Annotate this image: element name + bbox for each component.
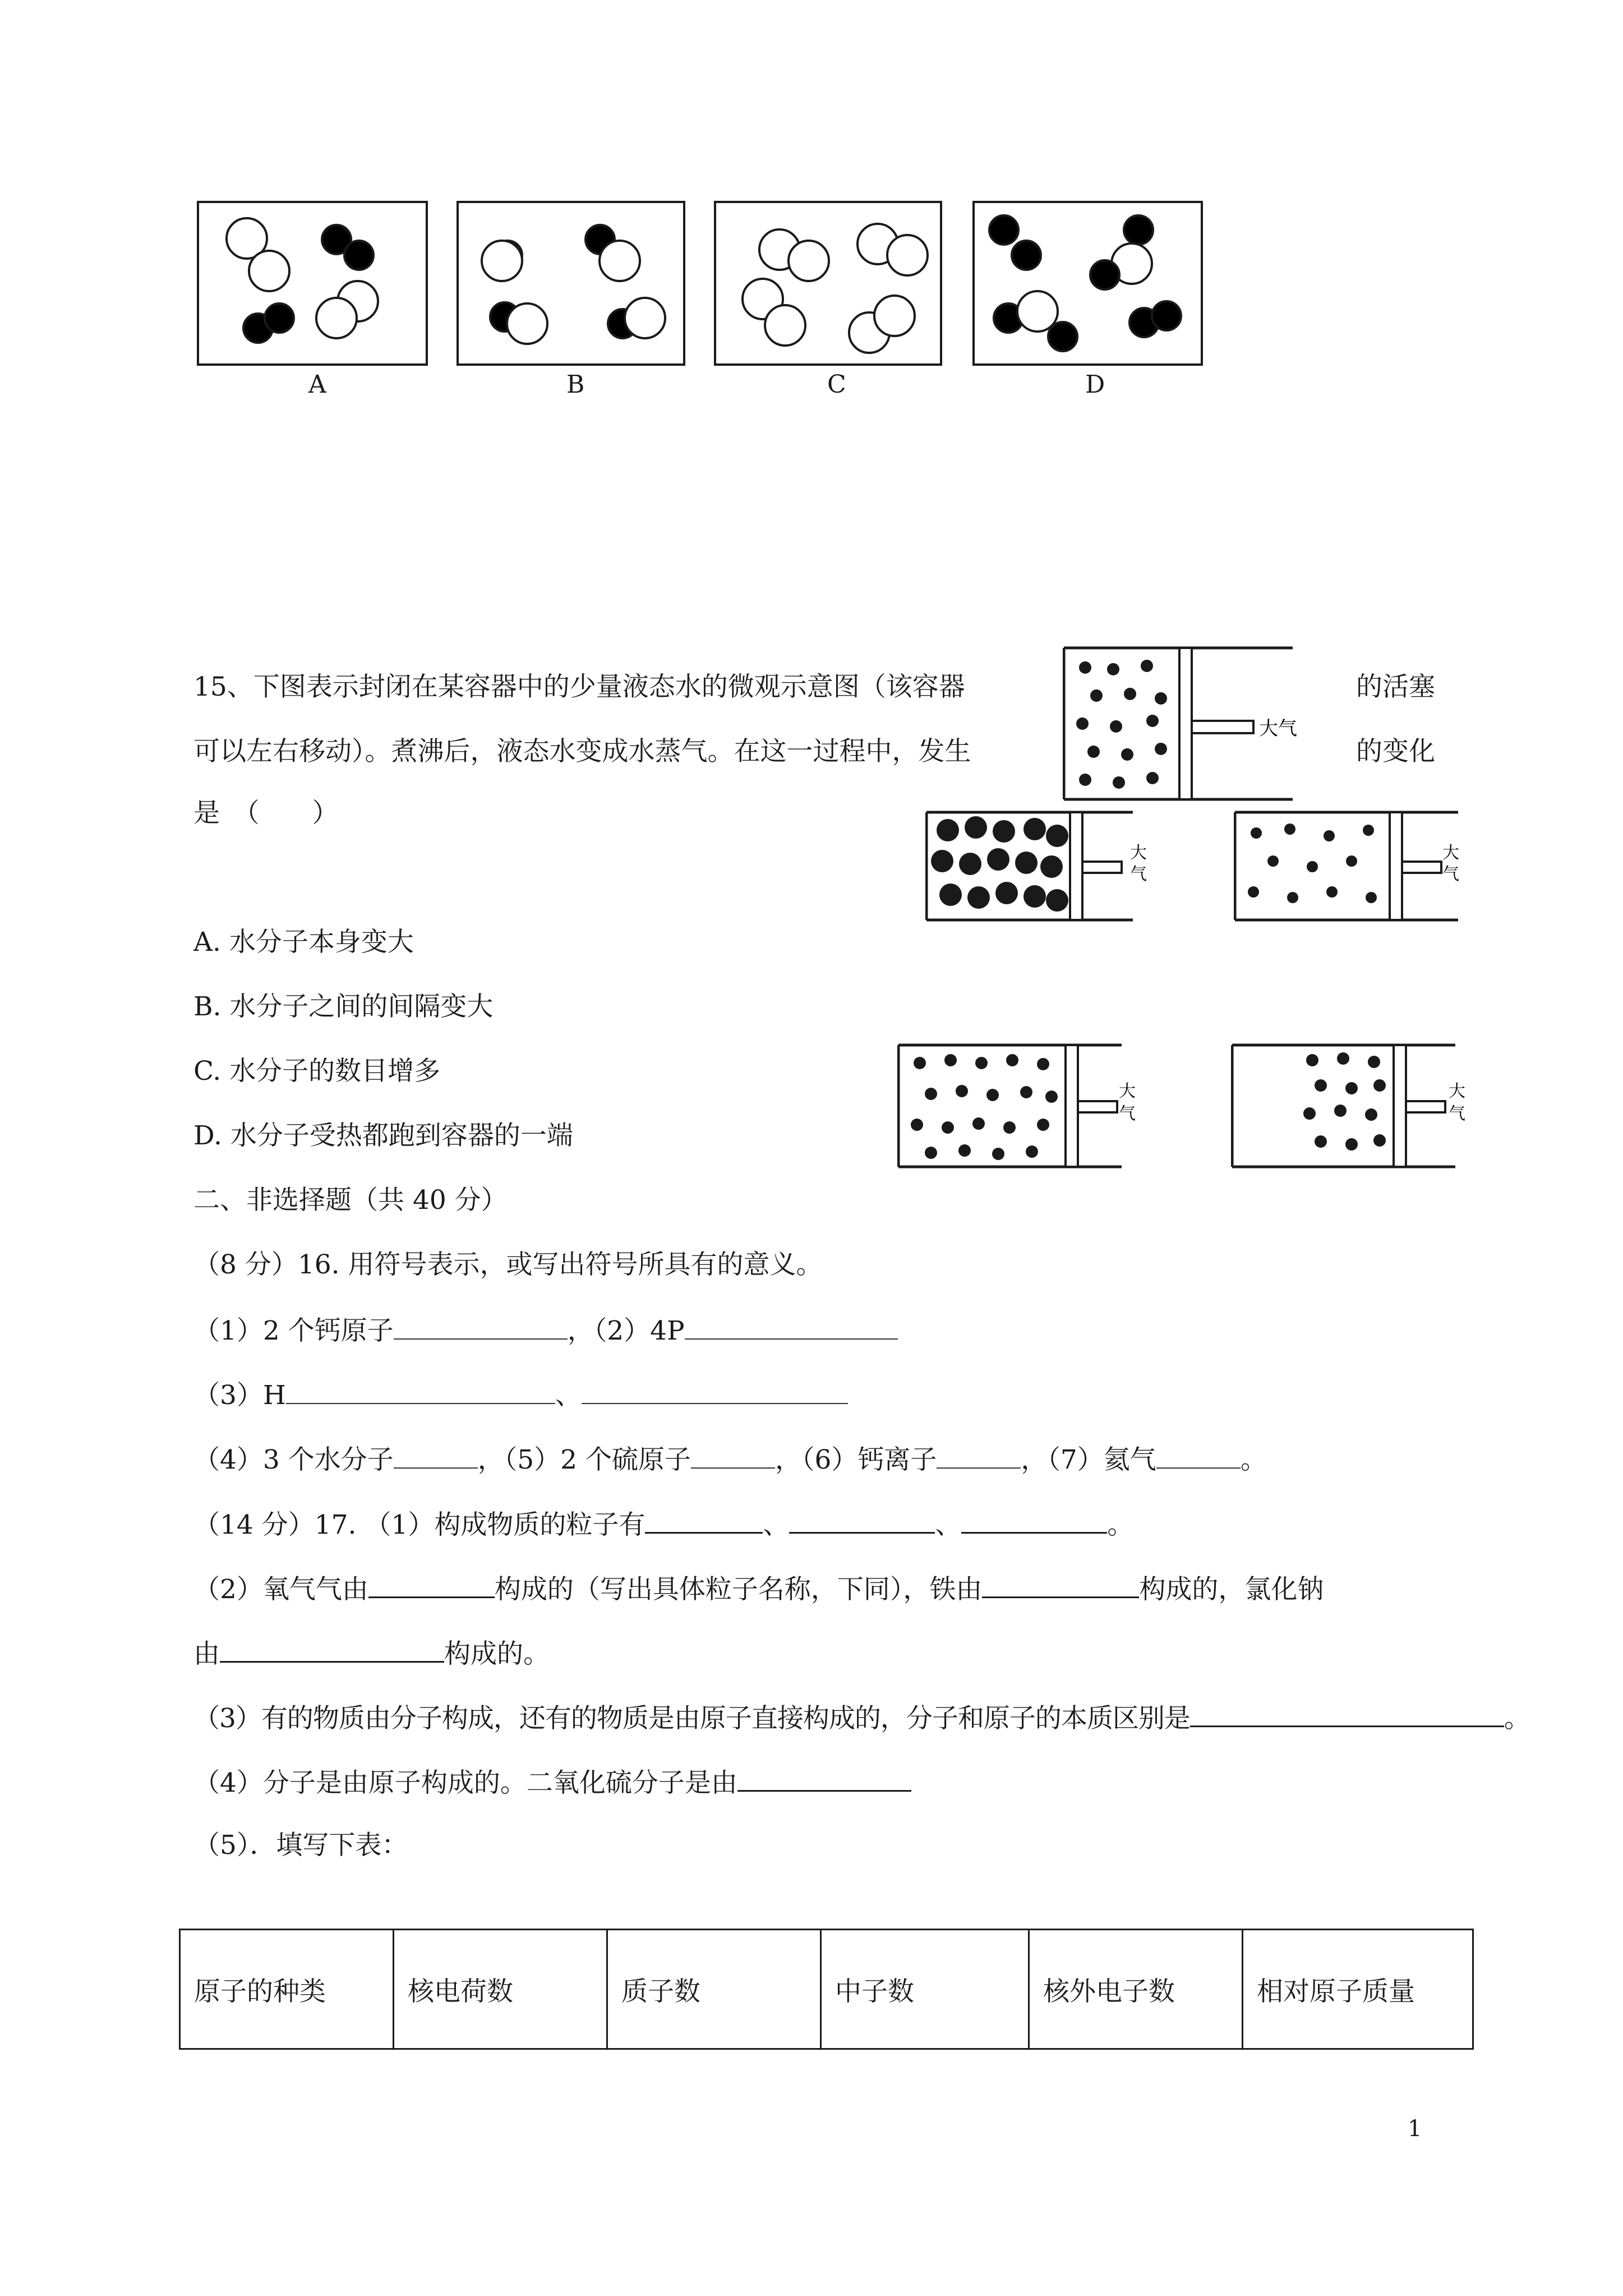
atom-table-header-row <box>180 1930 1473 2049</box>
q17-line3 <box>193 1635 550 1671</box>
atom-table-header-type: 原子的种类 <box>180 1930 394 2049</box>
section-title: 二、非选择题（共 40 分） <box>193 1185 508 1216</box>
atom-table-header-relative-mass: 相对原子质量 <box>1243 1930 1473 2049</box>
q17-part2-nacl-end: 构成的。 <box>444 1639 550 1669</box>
q15-initial-figure-label: 大气 <box>1259 717 1297 740</box>
q17-part2-tail: 构成的，氯化钠 <box>1139 1574 1324 1605</box>
q15-option-a-figure <box>925 808 1166 926</box>
q15-option-c-figure <box>897 1041 1155 1175</box>
q14-label-a: A <box>308 370 326 399</box>
q16-item7-label: ，（7）氦气 <box>1021 1444 1156 1475</box>
q16-line3-end: 。 <box>1240 1444 1267 1475</box>
q16-item5-label: ，（5）2 个硫原子 <box>477 1444 691 1475</box>
q16-item3-label: （3）H <box>193 1380 286 1411</box>
q17-part1-label: （14 分）17. （1）构成物质的粒子有 <box>193 1510 645 1540</box>
q16-line1 <box>193 1313 898 1348</box>
q14-label-b: B <box>566 370 585 399</box>
q15-option-b[interactable]: B. 水分子之间的间隔变大 <box>193 991 494 1022</box>
q17-part3-label: （3）有的物质由分子构成，还有的物质是由原子直接构成的，分子和原子的本质区别是 <box>193 1703 1190 1734</box>
q17-part2-mid: 构成的（写出具体粒子名称，下同），铁由 <box>494 1574 983 1605</box>
q17-part2-blank-oxygen[interactable] <box>368 1571 495 1598</box>
q15-stem-line1a: 15、下图表示封闭在某容器中的少量液态水的微观示意图（该容器 <box>193 671 965 702</box>
q17-part2-nacl-label: 由 <box>193 1639 220 1669</box>
q16-item3-blank-2[interactable] <box>582 1377 848 1404</box>
q17-part1-sep-1: 、 <box>763 1510 790 1540</box>
q17-part3-end: 。 <box>1504 1703 1530 1734</box>
atom-table <box>179 1929 1474 2050</box>
q15-stem-line2a: 可以左右移动）。煮沸后，液态水变成水蒸气。在这一过程中，发生 <box>193 736 971 767</box>
q17-line4 <box>193 1700 1530 1736</box>
q17-line1 <box>193 1506 1133 1542</box>
q16-item1-label: （1）2 个钙原子 <box>193 1315 394 1346</box>
q15-option-d-figure <box>1231 1041 1489 1175</box>
q15-option-a-label-2: 气 <box>1130 864 1147 884</box>
q16-line2 <box>193 1377 848 1412</box>
q17-part2-blank-nacl[interactable] <box>220 1635 444 1663</box>
q17-part4-label: （4）分子是由原子构成的。二氧化硫分子是由 <box>193 1768 737 1798</box>
q14-label-c: C <box>827 370 846 399</box>
q15-stem-line2b: 的变化 <box>1356 736 1435 767</box>
q15-option-d[interactable]: D. 水分子受热都跑到容器的一端 <box>193 1120 573 1151</box>
page-number: 1 <box>1408 2116 1422 2142</box>
q15-initial-container-figure <box>1063 642 1304 811</box>
q16-intro: （8 分）16. 用符号表示，或写出符号所具有的意义。 <box>193 1249 823 1280</box>
q15-option-c-label-1: 大 <box>1119 1082 1136 1101</box>
q15-option-b-label-1: 大 <box>1442 843 1459 863</box>
q16-item1-blank[interactable] <box>394 1313 568 1340</box>
q16-item2-label: ，（2）4P <box>567 1315 685 1346</box>
q16-item7-blank[interactable] <box>1156 1442 1241 1469</box>
q16-item5-blank[interactable] <box>691 1442 775 1469</box>
q16-item4-label: （4）3 个水分子 <box>193 1444 394 1475</box>
q15-option-c[interactable]: C. 水分子的数目增多 <box>193 1056 441 1087</box>
q16-item6-label: ，（6）钙离子 <box>775 1444 937 1475</box>
q16-line3 <box>193 1442 1267 1477</box>
q16-item3-sep: 、 <box>555 1380 582 1411</box>
q15-option-d-label-1: 大 <box>1449 1082 1465 1101</box>
q15-stem-line3: 是 （ ） <box>193 798 339 829</box>
q17-part2-label: （2）氧气气由 <box>193 1574 368 1605</box>
q17-part1-blank-3[interactable] <box>961 1506 1107 1534</box>
atom-table-header-protons: 质子数 <box>607 1930 821 2049</box>
q15-option-a[interactable]: A. 水分子本身变大 <box>193 927 414 958</box>
q15-option-b-label-2: 气 <box>1442 864 1459 884</box>
q17-part1-end: 。 <box>1107 1510 1134 1540</box>
q17-line5 <box>193 1764 911 1800</box>
q15-stem-line1b: 的活塞 <box>1356 671 1435 702</box>
q17-part1-sep-2: 、 <box>935 1510 962 1540</box>
q14-particle-figure <box>196 199 1206 407</box>
atom-table-header-electrons: 核外电子数 <box>1029 1930 1243 2049</box>
q17-part4-blank[interactable] <box>737 1764 911 1792</box>
q15-option-a-label-1: 大 <box>1130 843 1147 863</box>
q17-part2-blank-iron[interactable] <box>982 1571 1139 1598</box>
q17-line6: （5）．填写下表： <box>193 1830 408 1861</box>
q15-option-d-label-2: 气 <box>1449 1104 1465 1124</box>
atom-table-header-nuclear-charge: 核电荷数 <box>394 1930 607 2049</box>
q17-part1-blank-1[interactable] <box>645 1506 763 1534</box>
q17-part3-blank[interactable] <box>1190 1700 1504 1727</box>
q14-label-d: D <box>1085 370 1105 399</box>
q15-option-b-figure <box>1234 808 1475 926</box>
q16-item4-blank[interactable] <box>394 1442 478 1469</box>
q15-option-c-label-2: 气 <box>1119 1104 1136 1124</box>
q17-part1-blank-2[interactable] <box>789 1506 935 1534</box>
q16-item6-blank[interactable] <box>937 1442 1021 1469</box>
q16-item2-blank[interactable] <box>685 1313 898 1340</box>
atom-table-header-neutrons: 中子数 <box>821 1930 1029 2049</box>
q16-item3-blank-1[interactable] <box>286 1377 555 1404</box>
q17-line2 <box>193 1571 1324 1607</box>
